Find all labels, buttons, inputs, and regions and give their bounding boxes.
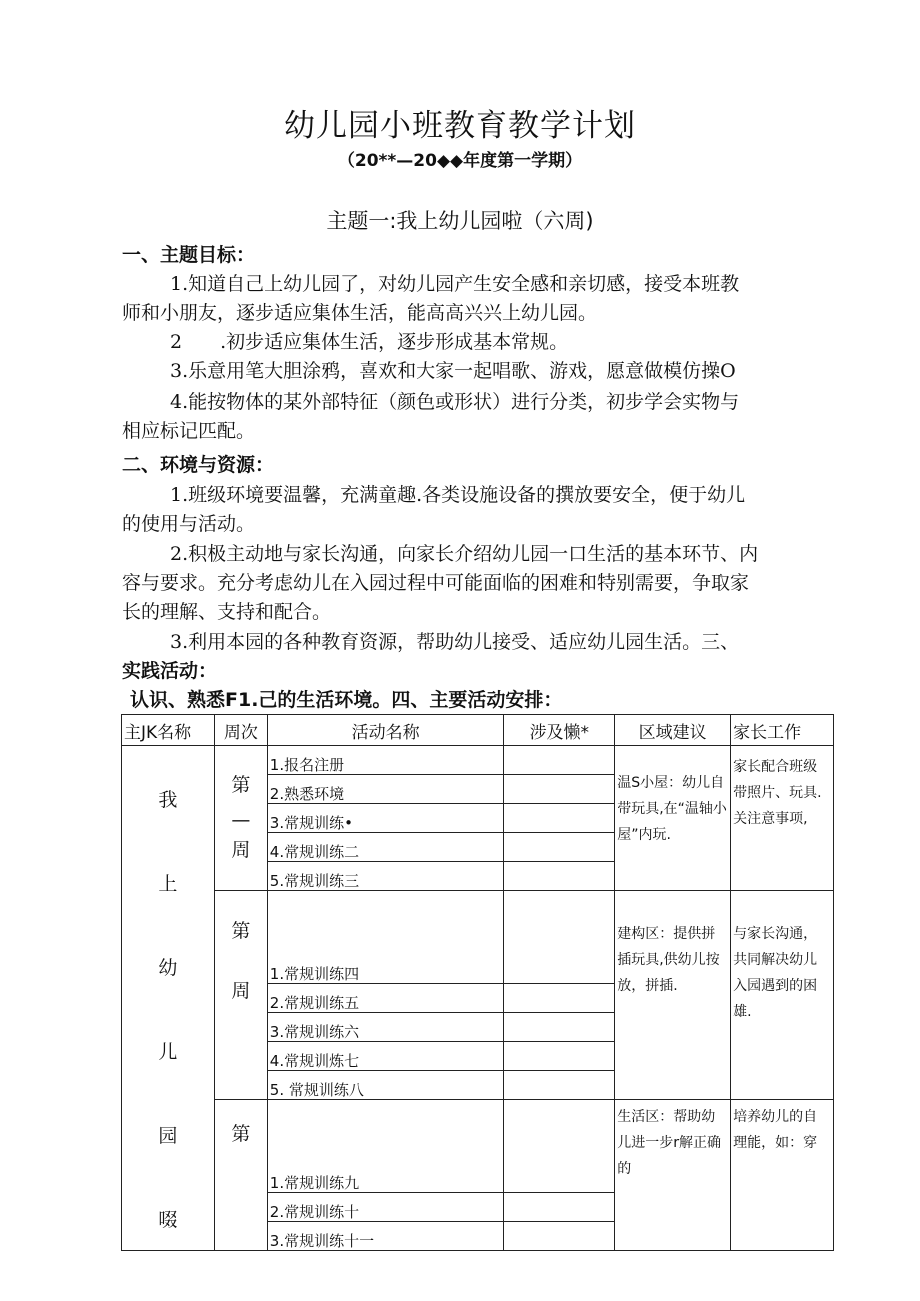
area-cell: [615, 1100, 731, 1251]
goal-line: 3.乐意用笔大胆涂鸦，喜欢和大家一起唱歌、游戏，愿意做模仿操O: [170, 360, 736, 382]
header-theme-name: 主JK名称: [122, 715, 215, 746]
section-heading-goals: 一、主题目标：: [122, 244, 256, 266]
theme-name-cell: [122, 746, 215, 1251]
area-text: 温S小屋：幼儿自带玩具,在“温轴小屋”内玩.: [617, 775, 727, 843]
activity-cell: 4.常规训练二: [267, 833, 504, 862]
area-text: 建构区：提供拼插玩具,供幼儿按放，拼插.: [617, 926, 720, 994]
activity-cell: 5.常规训练三: [267, 862, 504, 891]
activity-cell: 5. 常规训练八: [267, 1071, 504, 1100]
involved-cell: [504, 1100, 615, 1193]
theme-char: 园: [158, 1125, 178, 1147]
involved-cell: [504, 1013, 615, 1042]
area-cell: [615, 891, 731, 1100]
involved-cell: [504, 746, 615, 775]
involved-cell: [504, 1071, 615, 1100]
page-title: 幼儿园小班教育教学计划: [284, 108, 636, 144]
activity-cell: 4.常规训炼七: [267, 1042, 504, 1071]
week-cell: [214, 1100, 267, 1251]
involved-cell: [504, 1042, 615, 1071]
section-heading-practice: 实践活动：: [122, 660, 218, 682]
involved-cell: [504, 984, 615, 1013]
week-cell: [214, 746, 267, 891]
involved-cell: [504, 833, 615, 862]
goal-line: 相应标记匹配。: [122, 420, 256, 442]
env-line: 长的理解、支持和配合。: [122, 601, 332, 623]
activity-table: [121, 714, 834, 1251]
header-involved: 涉及懒*: [504, 715, 615, 746]
activity-cell: 2.常规训练十: [267, 1193, 504, 1222]
header-week: 周次: [214, 715, 267, 746]
week-cell: [214, 891, 267, 1100]
env-line: 的使用与活动。: [122, 513, 256, 535]
section-heading-environment: 二、环境与资源：: [122, 454, 275, 476]
env-line: 3.利用本园的各种教育资源，帮助幼儿接受、适应幼儿园生活。三、: [170, 631, 740, 653]
theme-char: 我: [158, 789, 178, 811]
theme-char: 幼: [158, 957, 178, 979]
table-row: [122, 746, 834, 775]
area-cell: [615, 746, 731, 891]
week-char: 周: [231, 839, 251, 861]
env-line: 1.班级环境要温馨，充满童趣.各类设施设备的撰放要安全，便于幼儿: [170, 484, 746, 506]
table-header-row: [122, 715, 834, 746]
theme-char: 上: [158, 873, 178, 895]
involved-cell: [504, 804, 615, 833]
theme-title: 主题一:我上幼儿园啦（六周): [326, 209, 594, 233]
week-char: —: [231, 809, 251, 831]
parent-text: 与家长沟通，共同解决幼儿入园遇到的困雄.: [733, 926, 818, 1020]
area-text: 生活区：帮助幼儿进一步r解正确的: [617, 1109, 721, 1177]
involved-cell: [504, 1222, 615, 1251]
table-row: [122, 1100, 834, 1193]
goal-line: 4.能按物体的某外部特征（颜色或形状）进行分类，初步学会实物与: [170, 391, 740, 413]
week-char: 周: [231, 980, 251, 1002]
activity-cell: 1.常规训练四: [267, 891, 504, 984]
activity-cell: 3.常规训练六: [267, 1013, 504, 1042]
involved-cell: [504, 1193, 615, 1222]
involved-cell: [504, 775, 615, 804]
activity-cell: 3.常规训练十一: [267, 1222, 504, 1251]
goal-line: 2 .初步适应集体生活，逐步形成基本常规。: [170, 331, 569, 353]
week-char: 第: [231, 774, 251, 796]
goal-line: 1.知道自己上幼儿园了，对幼儿园产生安全感和亲切感，接受本班教: [170, 273, 740, 295]
header-area: 区域建议: [615, 715, 731, 746]
env-line: 容与要求。充分考虑幼儿在入园过程中可能面临的困难和特别需要，争取家: [122, 572, 750, 594]
header-activity: 活动名称: [267, 715, 504, 746]
table-row: [122, 891, 834, 984]
parent-text: 培养幼儿的自理能，如：穿: [733, 1109, 818, 1151]
theme-char: 儿: [158, 1041, 178, 1063]
activity-cell: 3.常规训练•: [267, 804, 504, 833]
involved-cell: [504, 862, 615, 891]
parent-cell: [731, 1100, 834, 1251]
parent-cell: [731, 891, 834, 1100]
parent-cell: [731, 746, 834, 891]
page-subtitle: （20**—20◆◆年度第一学期）: [337, 151, 583, 171]
week-char: 第: [231, 1123, 251, 1145]
goal-line: 师和小朋友，逐步适应集体生活，能高高兴兴上幼儿园。: [122, 302, 598, 324]
activity-cell: 2.常规训练五: [267, 984, 504, 1013]
section-heading-schedule: 认识、熟悉F1.己的生活环境。四、主要活动安排：: [130, 689, 563, 711]
activity-cell: 2.熟悉环境: [267, 775, 504, 804]
activity-cell: 1.报名注册: [267, 746, 504, 775]
week-char: 第: [231, 920, 251, 942]
theme-char: 啜: [158, 1209, 178, 1231]
parent-text: 家长配合班级带照片、玩具.关注意事项,: [733, 759, 822, 827]
involved-cell: [504, 891, 615, 984]
env-line: 2.积极主动地与家长沟通，向家长介绍幼儿园一口生活的基本环节、内: [170, 543, 759, 565]
header-parent: 家长工作: [731, 715, 834, 746]
activity-cell: 1.常规训练九: [267, 1100, 504, 1193]
